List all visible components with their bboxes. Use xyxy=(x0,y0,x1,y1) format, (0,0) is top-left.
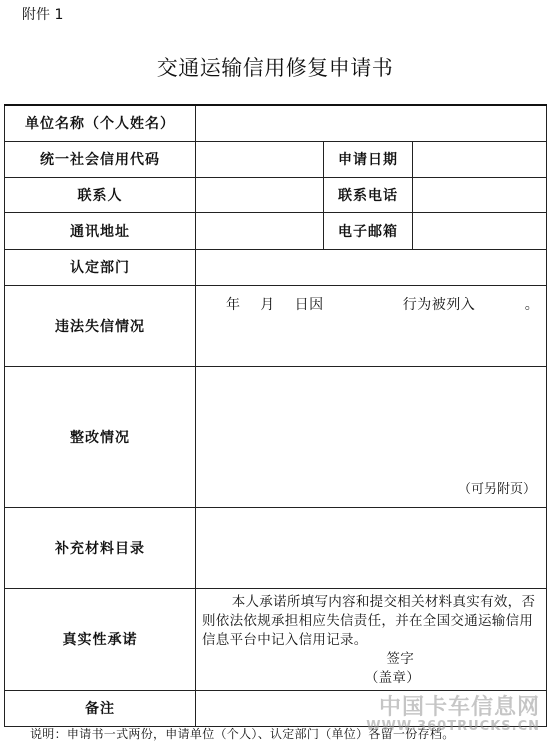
pledge-text: 本人承诺所填写内容和提交相关材料真实有效，否则依法依规承担相应失信责任，并在全国交通运输信用信息平台中记入信用记录。 xyxy=(202,593,536,648)
dept-label: 认定部门 xyxy=(5,249,196,285)
materials-field[interactable] xyxy=(196,507,547,588)
row-address xyxy=(5,212,547,249)
credit-code-field[interactable] xyxy=(196,141,324,177)
apply-date-field[interactable] xyxy=(413,141,547,177)
unit-name-label: 单位名称（个人姓名） xyxy=(5,105,196,141)
violation-field[interactable] xyxy=(196,285,547,366)
unit-name-field[interactable] xyxy=(196,105,547,141)
address-label: 通讯地址 xyxy=(5,212,196,249)
row-remarks xyxy=(5,690,547,726)
row-rectify xyxy=(5,366,547,507)
remarks-field[interactable] xyxy=(196,690,547,726)
email-field[interactable] xyxy=(413,212,547,249)
page-title: 交通运输信用修复申请书 xyxy=(156,56,394,80)
application-form xyxy=(4,104,547,727)
sign-text: 签字 xyxy=(386,650,415,667)
row-dept xyxy=(5,249,547,285)
credit-code-label: 统一社会信用代码 xyxy=(5,141,196,177)
seal-text: （盖章） xyxy=(364,669,421,686)
address-field[interactable] xyxy=(196,212,324,249)
phone-field[interactable] xyxy=(413,177,547,212)
contact-field[interactable] xyxy=(196,177,324,212)
row-contact xyxy=(5,177,547,212)
pledge-field xyxy=(196,588,547,690)
materials-label: 补充材料目录 xyxy=(5,507,196,588)
rectify-note: （可另附页） xyxy=(458,481,537,497)
attachment-label: 附件 1 xyxy=(22,7,64,23)
row-violation xyxy=(5,285,547,366)
rectify-label: 整改情况 xyxy=(5,366,196,507)
remarks-label: 备注 xyxy=(5,690,196,726)
watermark-cn: 中国卡车信息网 xyxy=(378,695,540,720)
violation-label: 违法失信情况 xyxy=(5,285,196,366)
phone-label: 联系电话 xyxy=(324,177,413,212)
watermark-en: WWW.360TRUCKS.CN xyxy=(366,719,540,734)
email-label: 电子邮箱 xyxy=(324,212,413,249)
dept-field[interactable] xyxy=(196,249,547,285)
apply-date-label: 申请日期 xyxy=(324,141,413,177)
footnote: 说明：申请书一式两份，申请单位（个人）、认定部门（单位）各留一份存档。 xyxy=(30,727,455,741)
row-credit-code xyxy=(5,141,547,177)
violation-template-text: 年 月 日因 行为被列入 。 xyxy=(226,296,540,313)
contact-label: 联系人 xyxy=(5,177,196,212)
pledge-label: 真实性承诺 xyxy=(5,588,196,690)
rectify-field[interactable] xyxy=(196,366,547,507)
row-unit-name xyxy=(5,105,547,141)
row-pledge xyxy=(5,588,547,690)
row-materials xyxy=(5,507,547,588)
